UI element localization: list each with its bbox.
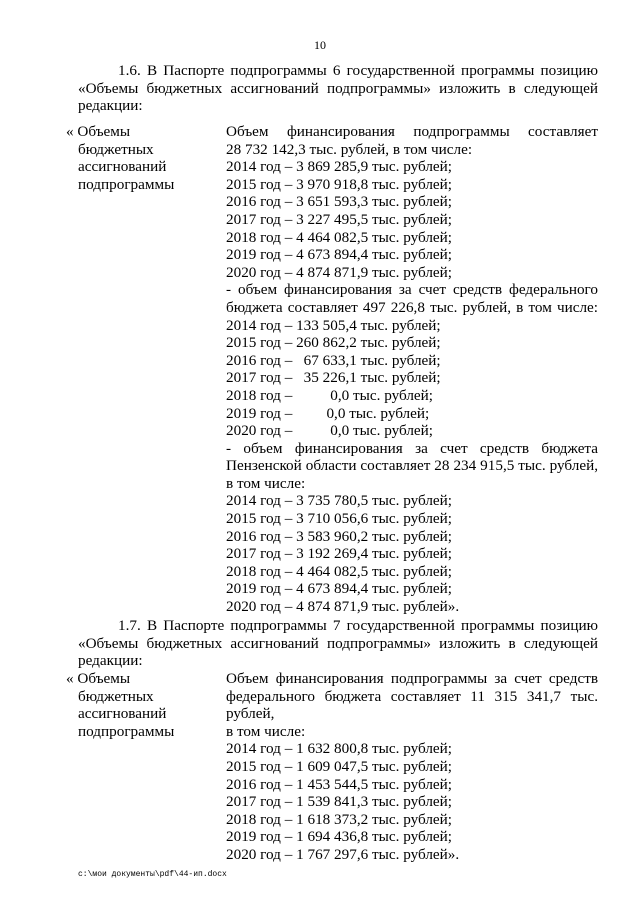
- content-line: 2016 год – 3 583 960,2 тыс. рублей;: [226, 527, 453, 545]
- label-line: бюджетных: [78, 140, 154, 158]
- content-line: 2016 год – 67 633,1 тыс. рублей;: [226, 351, 441, 369]
- content-line: 2014 год – 3 869 285,9 тыс. рублей;: [226, 158, 453, 176]
- content-line: 2017 год – 3 192 269,4 тыс. рублей;: [226, 545, 453, 563]
- content-line: Объем финансирования подпрограммы за счет средств: [226, 670, 598, 687]
- content-line: 2015 год – 260 862,2 тыс. рублей;: [226, 334, 441, 352]
- label-line: подпрограммы: [78, 722, 175, 740]
- content-line: 2016 год – 1 453 544,5 тыс. рублей;: [226, 775, 453, 793]
- section-1-6-paragraph: [78, 62, 598, 115]
- content-line: 2018 год – 1 618 373,2 тыс. рублей;: [226, 810, 453, 828]
- label-line: « Объемы: [66, 670, 131, 687]
- content-line: 2019 год – 1 694 436,8 тыс. рублей;: [226, 828, 453, 846]
- content-line: - объем финансирования за счет средств бюджета: [226, 439, 598, 457]
- content-line: бюджета составляет 497 226,8 тыс. рублей, в том числе:: [226, 298, 598, 316]
- content-line: федерального бюджета составляет 11 315 341,7 тыс. рублей,: [226, 687, 598, 723]
- content-line: Объем финансирования подпрограммы составляет: [226, 123, 598, 140]
- content-line: 2019 год – 4 673 894,4 тыс. рублей;: [226, 246, 453, 264]
- section-1-7-paragraph: [78, 617, 598, 670]
- content-line: 28 732 142,3 тыс. рублей, в том числе:: [226, 140, 473, 158]
- content-line: 2017 год – 35 226,1 тыс. рублей;: [226, 369, 441, 387]
- section-1-6-content: [226, 123, 598, 616]
- section-1-6-line: 1.6. В Паспорте подпрограммы 6 государственной программы позицию: [118, 62, 598, 79]
- content-line: 2014 год – 133 505,4 тыс. рублей;: [226, 316, 441, 334]
- section-1-6-line: «Объемы бюджетных ассигнований подпрограммы» изложить в следующей: [78, 79, 598, 97]
- label-line: « Объемы: [66, 123, 131, 140]
- content-line: 2019 год – 0,0 тыс. рублей;: [226, 404, 430, 422]
- section-1-6-line: редакции:: [78, 97, 143, 115]
- content-line: 2015 год – 1 609 047,5 тыс. рублей;: [226, 757, 453, 775]
- content-line: 2020 год – 1 767 297,6 тыс. рублей».: [226, 845, 460, 863]
- content-line: 2020 год – 4 874 871,9 тыс. рублей;: [226, 263, 453, 281]
- content-line: в том числе:: [226, 474, 306, 492]
- content-line: - объем финансирования за счет средств федерального: [226, 281, 598, 299]
- label-line: ассигнований: [78, 158, 167, 176]
- content-line: 2017 год – 3 227 495,5 тыс. рублей;: [226, 210, 453, 228]
- content-line: 2014 год – 3 735 780,5 тыс. рублей;: [226, 492, 453, 510]
- content-line: Пензенской области составляет 28 234 915,5 тыс. рублей,: [226, 457, 598, 475]
- label-line: подпрограммы: [78, 175, 175, 193]
- content-line: 2019 год – 4 673 894,4 тыс. рублей;: [226, 580, 453, 598]
- content-line: 2014 год – 1 632 800,8 тыс. рублей;: [226, 740, 453, 758]
- content-line: 2015 год – 3 970 918,8 тыс. рублей;: [226, 175, 453, 193]
- label-line: бюджетных: [78, 687, 154, 705]
- page-number: 10: [314, 38, 326, 52]
- content-line: 2020 год – 4 874 871,9 тыс. рублей».: [226, 598, 460, 616]
- content-line: 2016 год – 3 651 593,3 тыс. рублей;: [226, 193, 453, 211]
- section-1-7-line: «Объемы бюджетных ассигнований подпрограммы» изложить в следующей: [78, 634, 598, 652]
- content-line: 2018 год – 4 464 082,5 тыс. рублей;: [226, 562, 453, 580]
- section-1-7-content: [226, 670, 598, 864]
- content-line: в том числе:: [226, 722, 306, 740]
- label-line: ассигнований: [78, 705, 167, 723]
- file-path-footer: c:\мои документы\pdf\44-ип.docx: [78, 870, 227, 879]
- content-line: 2017 год – 1 539 841,3 тыс. рублей;: [226, 793, 453, 811]
- content-line: 2018 год – 0,0 тыс. рублей;: [226, 386, 434, 404]
- content-line: 2020 год – 0,0 тыс. рублей;: [226, 422, 434, 440]
- section-1-6-label: [66, 123, 216, 193]
- content-line: 2018 год – 4 464 082,5 тыс. рублей;: [226, 228, 453, 246]
- section-1-7-line: 1.7. В Паспорте подпрограммы 7 государственной программы позицию: [118, 617, 598, 634]
- section-1-7-label: [66, 670, 216, 740]
- content-line: 2015 год – 3 710 056,6 тыс. рублей;: [226, 510, 453, 528]
- section-1-7-line: редакции:: [78, 652, 143, 670]
